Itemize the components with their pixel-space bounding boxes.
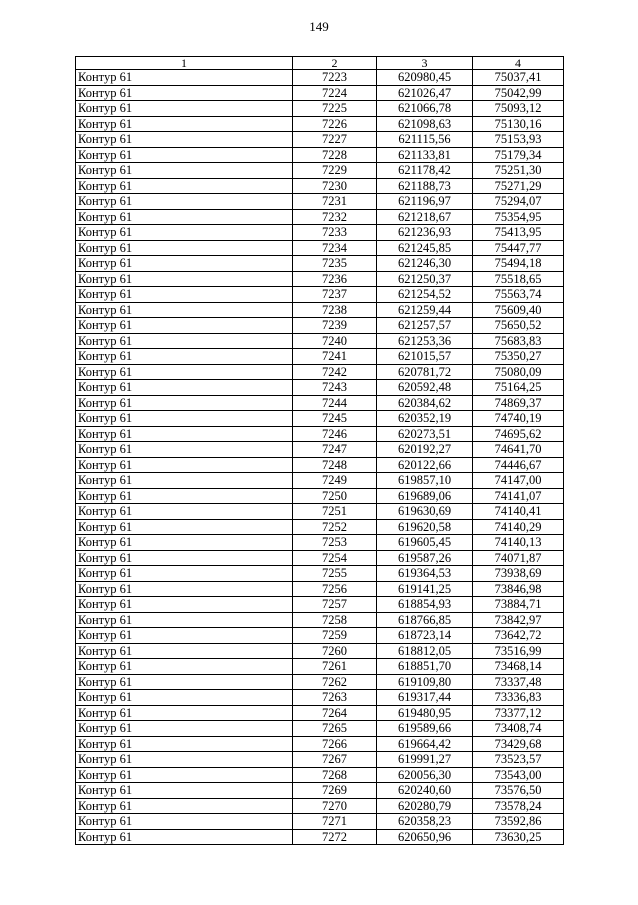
x-coordinate-cell: 621178,42 [377,163,473,179]
x-coordinate-cell: 621253,36 [377,333,473,349]
table-row [76,194,564,210]
x-coordinate-cell: 618854,93 [377,597,473,613]
x-coordinate-cell: 618766,85 [377,612,473,628]
table-row [76,581,564,597]
table-row [76,643,564,659]
contour-name-cell: Контур 61 [76,209,293,225]
x-coordinate-cell: 621250,37 [377,271,473,287]
y-coordinate-cell: 73468,14 [473,659,564,675]
contour-name-cell: Контур 61 [76,302,293,318]
point-number-cell: 7234 [293,240,377,256]
x-coordinate-cell: 621196,97 [377,194,473,210]
contour-name-cell: Контур 61 [76,597,293,613]
x-coordinate-cell: 620056,30 [377,767,473,783]
y-coordinate-cell: 74641,70 [473,442,564,458]
y-coordinate-cell: 75294,07 [473,194,564,210]
contour-name-cell: Контур 61 [76,535,293,551]
point-number-cell: 7257 [293,597,377,613]
point-number-cell: 7233 [293,225,377,241]
point-number-cell: 7252 [293,519,377,535]
table-row [76,442,564,458]
y-coordinate-cell: 75271,29 [473,178,564,194]
contour-name-cell: Контур 61 [76,705,293,721]
point-number-cell: 7260 [293,643,377,659]
contour-name-cell: Контур 61 [76,488,293,504]
y-coordinate-cell: 75350,27 [473,349,564,365]
x-coordinate-cell: 620273,51 [377,426,473,442]
table-row [76,349,564,365]
y-coordinate-cell: 75447,77 [473,240,564,256]
contour-name-cell: Контур 61 [76,132,293,148]
contour-name-cell: Контур 61 [76,504,293,520]
table-row [76,752,564,768]
point-number-cell: 7261 [293,659,377,675]
x-coordinate-cell: 620240,60 [377,783,473,799]
contour-name-cell: Контур 61 [76,752,293,768]
point-number-cell: 7227 [293,132,377,148]
y-coordinate-cell: 74147,00 [473,473,564,489]
point-number-cell: 7265 [293,721,377,737]
contour-name-cell: Контур 61 [76,721,293,737]
point-number-cell: 7267 [293,752,377,768]
table-row [76,659,564,675]
contour-name-cell: Контур 61 [76,612,293,628]
x-coordinate-cell: 620980,45 [377,70,473,86]
table-row [76,488,564,504]
y-coordinate-cell: 73938,69 [473,566,564,582]
y-coordinate-cell: 74740,19 [473,411,564,427]
table-row [76,783,564,799]
x-coordinate-cell: 619480,95 [377,705,473,721]
point-number-cell: 7242 [293,364,377,380]
table-row [76,814,564,830]
point-number-cell: 7238 [293,302,377,318]
x-coordinate-cell: 619991,27 [377,752,473,768]
point-number-cell: 7270 [293,798,377,814]
column-header-1: 1 [76,57,293,70]
table-row [76,597,564,613]
table-row [76,302,564,318]
x-coordinate-cell: 621026,47 [377,85,473,101]
contour-name-cell: Контур 61 [76,519,293,535]
y-coordinate-cell: 73408,74 [473,721,564,737]
contour-name-cell: Контур 61 [76,380,293,396]
x-coordinate-cell: 621098,63 [377,116,473,132]
y-coordinate-cell: 75251,30 [473,163,564,179]
contour-name-cell: Контур 61 [76,767,293,783]
x-coordinate-cell: 619664,42 [377,736,473,752]
x-coordinate-cell: 621133,81 [377,147,473,163]
y-coordinate-cell: 73842,97 [473,612,564,628]
point-number-cell: 7241 [293,349,377,365]
y-coordinate-cell: 74140,29 [473,519,564,535]
table-row [76,535,564,551]
x-coordinate-cell: 619630,69 [377,504,473,520]
table-row [76,519,564,535]
contour-name-cell: Контур 61 [76,116,293,132]
contour-name-cell: Контур 61 [76,225,293,241]
contour-name-cell: Контур 61 [76,271,293,287]
table-row [76,147,564,163]
x-coordinate-cell: 619589,66 [377,721,473,737]
page-number: 149 [309,19,329,34]
y-coordinate-cell: 74140,13 [473,535,564,551]
x-coordinate-cell: 621246,30 [377,256,473,272]
contour-name-cell: Контур 61 [76,457,293,473]
x-coordinate-cell: 621259,44 [377,302,473,318]
y-coordinate-cell: 73884,71 [473,597,564,613]
x-coordinate-cell: 619689,06 [377,488,473,504]
x-coordinate-cell: 621066,78 [377,101,473,117]
y-coordinate-cell: 73377,12 [473,705,564,721]
y-coordinate-cell: 75650,52 [473,318,564,334]
point-number-cell: 7263 [293,690,377,706]
point-number-cell: 7239 [293,318,377,334]
y-coordinate-cell: 74446,67 [473,457,564,473]
x-coordinate-cell: 618723,14 [377,628,473,644]
contour-name-cell: Контур 61 [76,442,293,458]
contour-name-cell: Контур 61 [76,798,293,814]
coordinates-table [75,56,564,845]
table-row [76,101,564,117]
point-number-cell: 7247 [293,442,377,458]
point-number-cell: 7254 [293,550,377,566]
contour-name-cell: Контур 61 [76,333,293,349]
contour-name-cell: Контур 61 [76,287,293,303]
point-number-cell: 7237 [293,287,377,303]
point-number-cell: 7268 [293,767,377,783]
contour-name-cell: Контур 61 [76,814,293,830]
point-number-cell: 7269 [293,783,377,799]
contour-name-cell: Контур 61 [76,690,293,706]
y-coordinate-cell: 75179,34 [473,147,564,163]
contour-name-cell: Контур 61 [76,240,293,256]
x-coordinate-cell: 619141,25 [377,581,473,597]
y-coordinate-cell: 73846,98 [473,581,564,597]
contour-name-cell: Контур 61 [76,674,293,690]
y-coordinate-cell: 75683,83 [473,333,564,349]
point-number-cell: 7258 [293,612,377,628]
contour-name-cell: Контур 61 [76,550,293,566]
table-row [76,504,564,520]
contour-name-cell: Контур 61 [76,581,293,597]
contour-name-cell: Контур 61 [76,349,293,365]
point-number-cell: 7244 [293,395,377,411]
y-coordinate-cell: 73337,48 [473,674,564,690]
y-coordinate-cell: 73543,00 [473,767,564,783]
x-coordinate-cell: 619857,10 [377,473,473,489]
table-body [76,70,564,845]
contour-name-cell: Контур 61 [76,256,293,272]
y-coordinate-cell: 73429,68 [473,736,564,752]
y-coordinate-cell: 75130,16 [473,116,564,132]
x-coordinate-cell: 621115,56 [377,132,473,148]
table-row [76,70,564,86]
x-coordinate-cell: 618812,05 [377,643,473,659]
x-coordinate-cell: 620122,66 [377,457,473,473]
table-row [76,85,564,101]
table-row [76,256,564,272]
point-number-cell: 7264 [293,705,377,721]
point-number-cell: 7231 [293,194,377,210]
y-coordinate-cell: 74141,07 [473,488,564,504]
table-row [76,116,564,132]
contour-name-cell: Контур 61 [76,736,293,752]
contour-name-cell: Контур 61 [76,85,293,101]
contour-name-cell: Контур 61 [76,411,293,427]
x-coordinate-cell: 620358,23 [377,814,473,830]
contour-name-cell: Контур 61 [76,783,293,799]
contour-name-cell: Контур 61 [76,364,293,380]
point-number-cell: 7229 [293,163,377,179]
point-number-cell: 7250 [293,488,377,504]
y-coordinate-cell: 75563,74 [473,287,564,303]
x-coordinate-cell: 621188,73 [377,178,473,194]
point-number-cell: 7243 [293,380,377,396]
table-row [76,690,564,706]
y-coordinate-cell: 73578,24 [473,798,564,814]
x-coordinate-cell: 620352,19 [377,411,473,427]
y-coordinate-cell: 73642,72 [473,628,564,644]
column-header-3: 3 [377,57,473,70]
table-row [76,287,564,303]
table-row [76,628,564,644]
x-coordinate-cell: 621257,57 [377,318,473,334]
column-header-4: 4 [473,57,564,70]
x-coordinate-cell: 620192,27 [377,442,473,458]
point-number-cell: 7236 [293,271,377,287]
y-coordinate-cell: 75494,18 [473,256,564,272]
point-number-cell: 7251 [293,504,377,520]
point-number-cell: 7228 [293,147,377,163]
y-coordinate-cell: 75518,65 [473,271,564,287]
x-coordinate-cell: 620280,79 [377,798,473,814]
x-coordinate-cell: 621236,93 [377,225,473,241]
point-number-cell: 7262 [293,674,377,690]
column-header-2: 2 [293,57,377,70]
table-row [76,271,564,287]
table-row [76,674,564,690]
x-coordinate-cell: 621254,52 [377,287,473,303]
x-coordinate-cell: 619317,44 [377,690,473,706]
point-number-cell: 7266 [293,736,377,752]
y-coordinate-cell: 74869,37 [473,395,564,411]
point-number-cell: 7224 [293,85,377,101]
table-row [76,457,564,473]
point-number-cell: 7253 [293,535,377,551]
y-coordinate-cell: 75164,25 [473,380,564,396]
x-coordinate-cell: 618851,70 [377,659,473,675]
table-header [76,57,564,70]
x-coordinate-cell: 619620,58 [377,519,473,535]
table-row [76,411,564,427]
table-row [76,163,564,179]
x-coordinate-cell: 620592,48 [377,380,473,396]
table-row [76,767,564,783]
table-row [76,566,564,582]
point-number-cell: 7259 [293,628,377,644]
table-row [76,612,564,628]
table-row [76,705,564,721]
point-number-cell: 7245 [293,411,377,427]
table-row [76,178,564,194]
y-coordinate-cell: 74695,62 [473,426,564,442]
y-coordinate-cell: 75413,95 [473,225,564,241]
x-coordinate-cell: 621015,57 [377,349,473,365]
contour-name-cell: Контур 61 [76,395,293,411]
point-number-cell: 7232 [293,209,377,225]
y-coordinate-cell: 75037,41 [473,70,564,86]
point-number-cell: 7223 [293,70,377,86]
table-row [76,550,564,566]
point-number-cell: 7272 [293,829,377,845]
contour-name-cell: Контур 61 [76,194,293,210]
x-coordinate-cell: 620781,72 [377,364,473,380]
point-number-cell: 7230 [293,178,377,194]
contour-name-cell: Контур 61 [76,659,293,675]
contour-name-cell: Контур 61 [76,163,293,179]
table-row [76,364,564,380]
y-coordinate-cell: 73516,99 [473,643,564,659]
contour-name-cell: Контур 61 [76,147,293,163]
y-coordinate-cell: 75153,93 [473,132,564,148]
table-row [76,333,564,349]
point-number-cell: 7240 [293,333,377,349]
x-coordinate-cell: 620650,96 [377,829,473,845]
y-coordinate-cell: 73523,57 [473,752,564,768]
point-number-cell: 7248 [293,457,377,473]
x-coordinate-cell: 621218,67 [377,209,473,225]
contour-name-cell: Контур 61 [76,643,293,659]
table-row [76,736,564,752]
table-row [76,209,564,225]
y-coordinate-cell: 73630,25 [473,829,564,845]
table-row [76,426,564,442]
contour-name-cell: Контур 61 [76,70,293,86]
contour-name-cell: Контур 61 [76,101,293,117]
point-number-cell: 7235 [293,256,377,272]
point-number-cell: 7271 [293,814,377,830]
y-coordinate-cell: 75042,99 [473,85,564,101]
contour-name-cell: Контур 61 [76,178,293,194]
point-number-cell: 7255 [293,566,377,582]
x-coordinate-cell: 619109,80 [377,674,473,690]
y-coordinate-cell: 74140,41 [473,504,564,520]
y-coordinate-cell: 75609,40 [473,302,564,318]
y-coordinate-cell: 75080,09 [473,364,564,380]
table-row [76,721,564,737]
table-row [76,798,564,814]
table-row [76,829,564,845]
contour-name-cell: Контур 61 [76,829,293,845]
y-coordinate-cell: 75093,12 [473,101,564,117]
table-row [76,225,564,241]
table-row [76,318,564,334]
table-row [76,132,564,148]
contour-name-cell: Контур 61 [76,566,293,582]
y-coordinate-cell: 74071,87 [473,550,564,566]
contour-name-cell: Контур 61 [76,473,293,489]
x-coordinate-cell: 619605,45 [377,535,473,551]
point-number-cell: 7225 [293,101,377,117]
contour-name-cell: Контур 61 [76,426,293,442]
y-coordinate-cell: 73576,50 [473,783,564,799]
header-row [76,57,564,70]
y-coordinate-cell: 73592,86 [473,814,564,830]
point-number-cell: 7256 [293,581,377,597]
table-row [76,240,564,256]
table-row [76,395,564,411]
point-number-cell: 7249 [293,473,377,489]
y-coordinate-cell: 73336,83 [473,690,564,706]
y-coordinate-cell: 75354,95 [473,209,564,225]
x-coordinate-cell: 621245,85 [377,240,473,256]
table-row [76,380,564,396]
table-row [76,473,564,489]
x-coordinate-cell: 620384,62 [377,395,473,411]
x-coordinate-cell: 619364,53 [377,566,473,582]
x-coordinate-cell: 619587,26 [377,550,473,566]
point-number-cell: 7226 [293,116,377,132]
contour-name-cell: Контур 61 [76,628,293,644]
contour-name-cell: Контур 61 [76,318,293,334]
point-number-cell: 7246 [293,426,377,442]
